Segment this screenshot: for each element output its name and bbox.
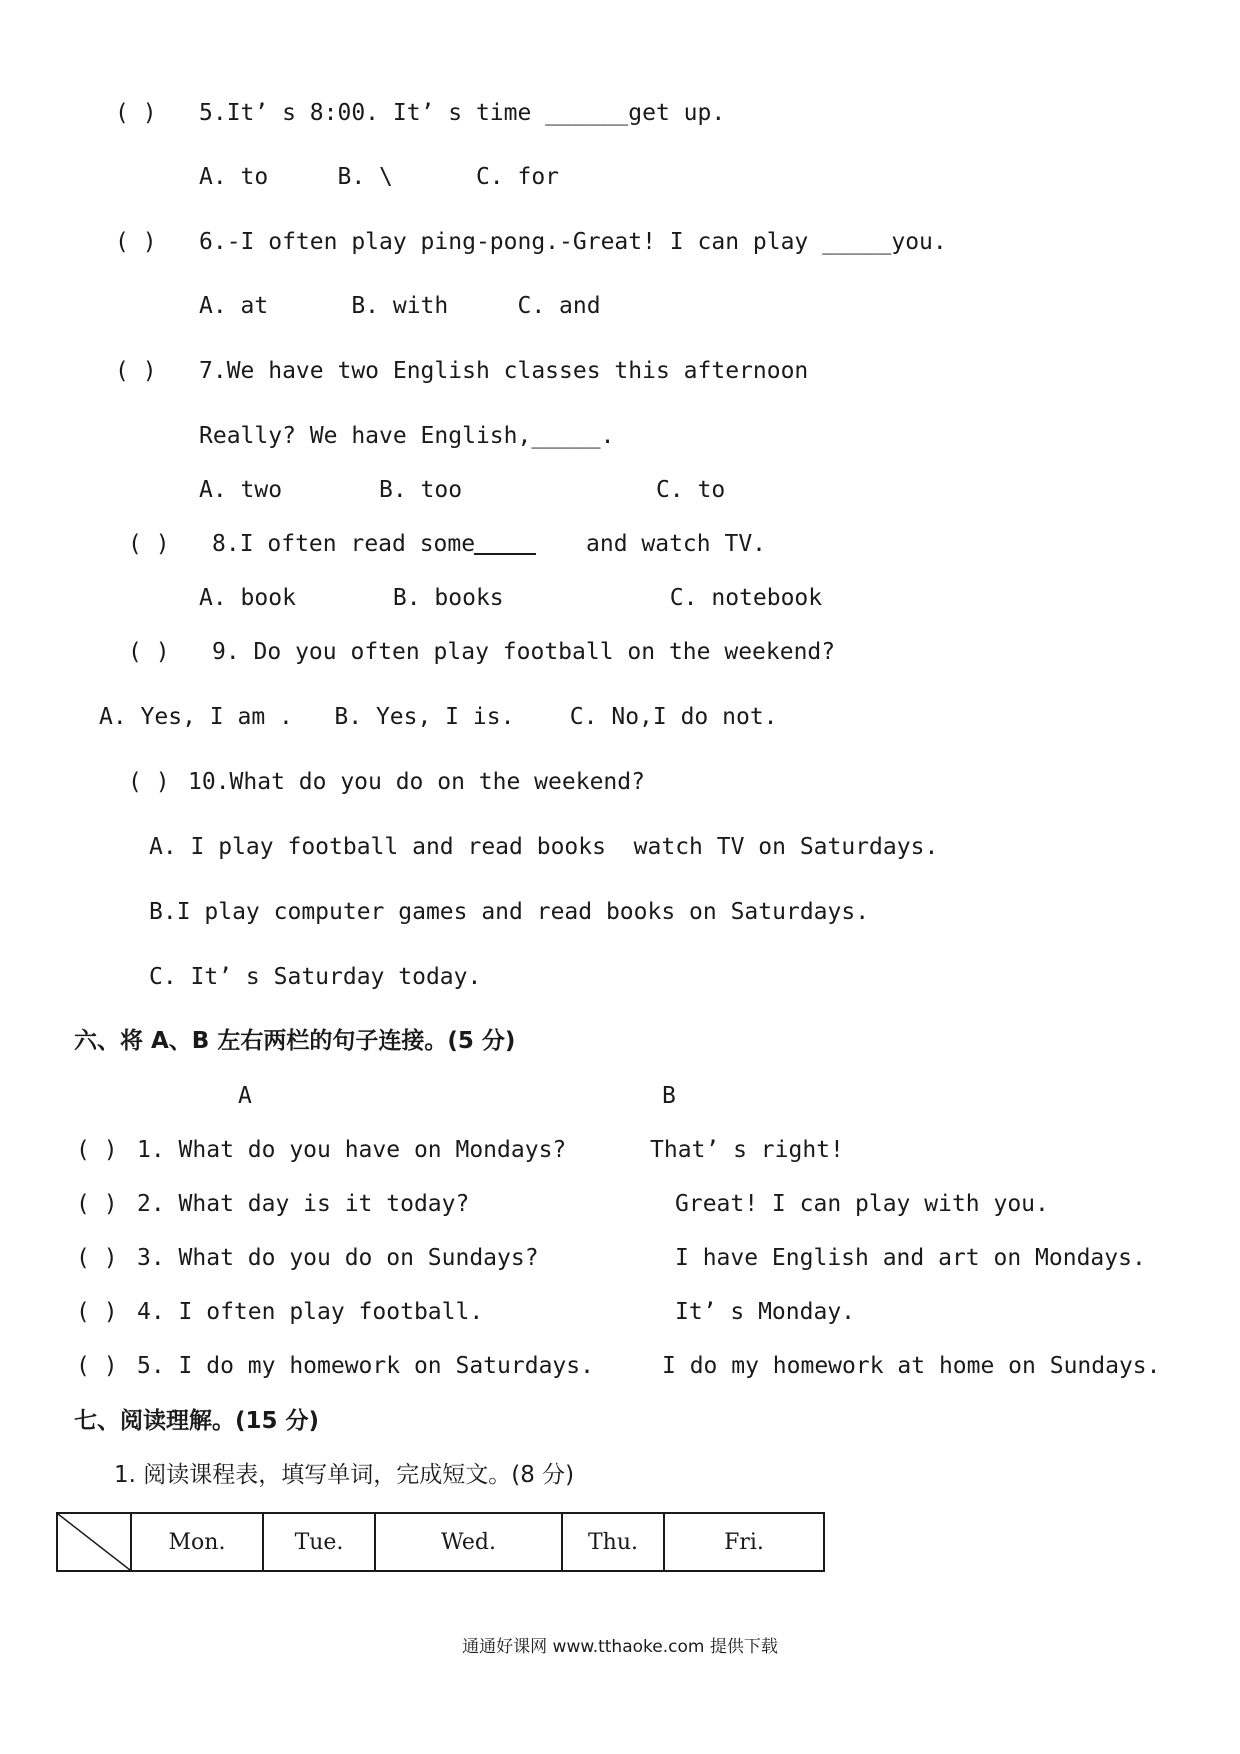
match-paren: ( ) [76, 1299, 118, 1325]
match-b-5: I do my homework at home on Sundays. [662, 1353, 1161, 1379]
match-b-1: That’ s right! [650, 1137, 844, 1163]
question-10-option-a: A. I play football and read books watch TV on Saturdays. [149, 834, 939, 860]
header-cell-mon: Mon. [131, 1513, 263, 1571]
match-paren: ( ) [76, 1353, 118, 1379]
question-10-option-b: B.I play computer games and read books on Saturdays. [149, 899, 870, 925]
corner-cell [57, 1513, 131, 1571]
question-5-options: A. to B. \ C. for [199, 164, 560, 190]
question-5-text: 5.It’ s 8:00. It’ s time ______get up. [199, 100, 726, 126]
footer-source: 通通好课网 www.tthaoke.com 提供下载 [462, 1637, 778, 1657]
question-10-text: 10.What do you do on the weekend? [188, 769, 645, 795]
section-7-heading: 七、阅读理解。(15 分) [74, 1408, 320, 1434]
match-paren: ( ) [76, 1245, 118, 1271]
answer-paren: ( ) [128, 769, 170, 795]
table-row [57, 1513, 824, 1571]
header-cell-fri: Fri. [664, 1513, 824, 1571]
question-6-text: 6.-I often play ping-pong.-Great! I can play _____you. [199, 229, 947, 255]
question-6-options: A. at B. with C. and [199, 293, 601, 319]
match-a-3: 3. What do you do on Sundays? [137, 1245, 539, 1271]
class-schedule-table [56, 1512, 825, 1572]
diagonal-line [58, 1514, 130, 1570]
header-cell-wed: Wed. [375, 1513, 562, 1571]
match-a-4: 4. I often play football. [137, 1299, 484, 1325]
question-7-text: 7.We have two English classes this afternoon [199, 358, 809, 384]
question-8-options: A. book B. books C. notebook [199, 585, 823, 611]
answer-blank [474, 531, 536, 555]
match-b-2: Great! I can play with you. [675, 1191, 1049, 1217]
answer-paren: ( ) [115, 100, 157, 126]
question-7-text-2: Really? We have English,_____. [199, 423, 615, 449]
header-cell-thu: Thu. [562, 1513, 664, 1571]
question-8-text: 8.I often read some [212, 531, 476, 557]
section-7-subquestion: 1. 阅读课程表，填写单词，完成短文。(8 分) [114, 1462, 575, 1488]
match-a-5: 5. I do my homework on Saturdays. [137, 1353, 594, 1379]
match-a-1: 1. What do you have on Mondays? [137, 1137, 567, 1163]
answer-paren: ( ) [115, 358, 157, 384]
section-6-heading: 六、将 A、B 左右两栏的句子连接。(5 分) [74, 1028, 516, 1054]
match-b-3: I have English and art on Mondays. [675, 1245, 1146, 1271]
question-9-text: 9. Do you often play football on the weekend? [212, 639, 836, 665]
question-10-option-c: C. It’ s Saturday today. [149, 964, 482, 990]
question-7-options: A. two B. too C. to [199, 477, 726, 503]
answer-paren: ( ) [128, 531, 170, 557]
column-a-label: A [238, 1083, 252, 1109]
match-a-2: 2. What day is it today? [137, 1191, 470, 1217]
question-8-text-end: and watch TV. [586, 531, 767, 557]
question-9-options: A. Yes, I am . B. Yes, I is. C. No,I do not. [99, 704, 778, 730]
answer-paren: ( ) [115, 229, 157, 255]
answer-paren: ( ) [128, 639, 170, 665]
match-b-4: It’ s Monday. [675, 1299, 856, 1325]
header-cell-tue: Tue. [263, 1513, 375, 1571]
column-b-label: B [662, 1083, 676, 1109]
match-paren: ( ) [76, 1191, 118, 1217]
match-paren: ( ) [76, 1137, 118, 1163]
